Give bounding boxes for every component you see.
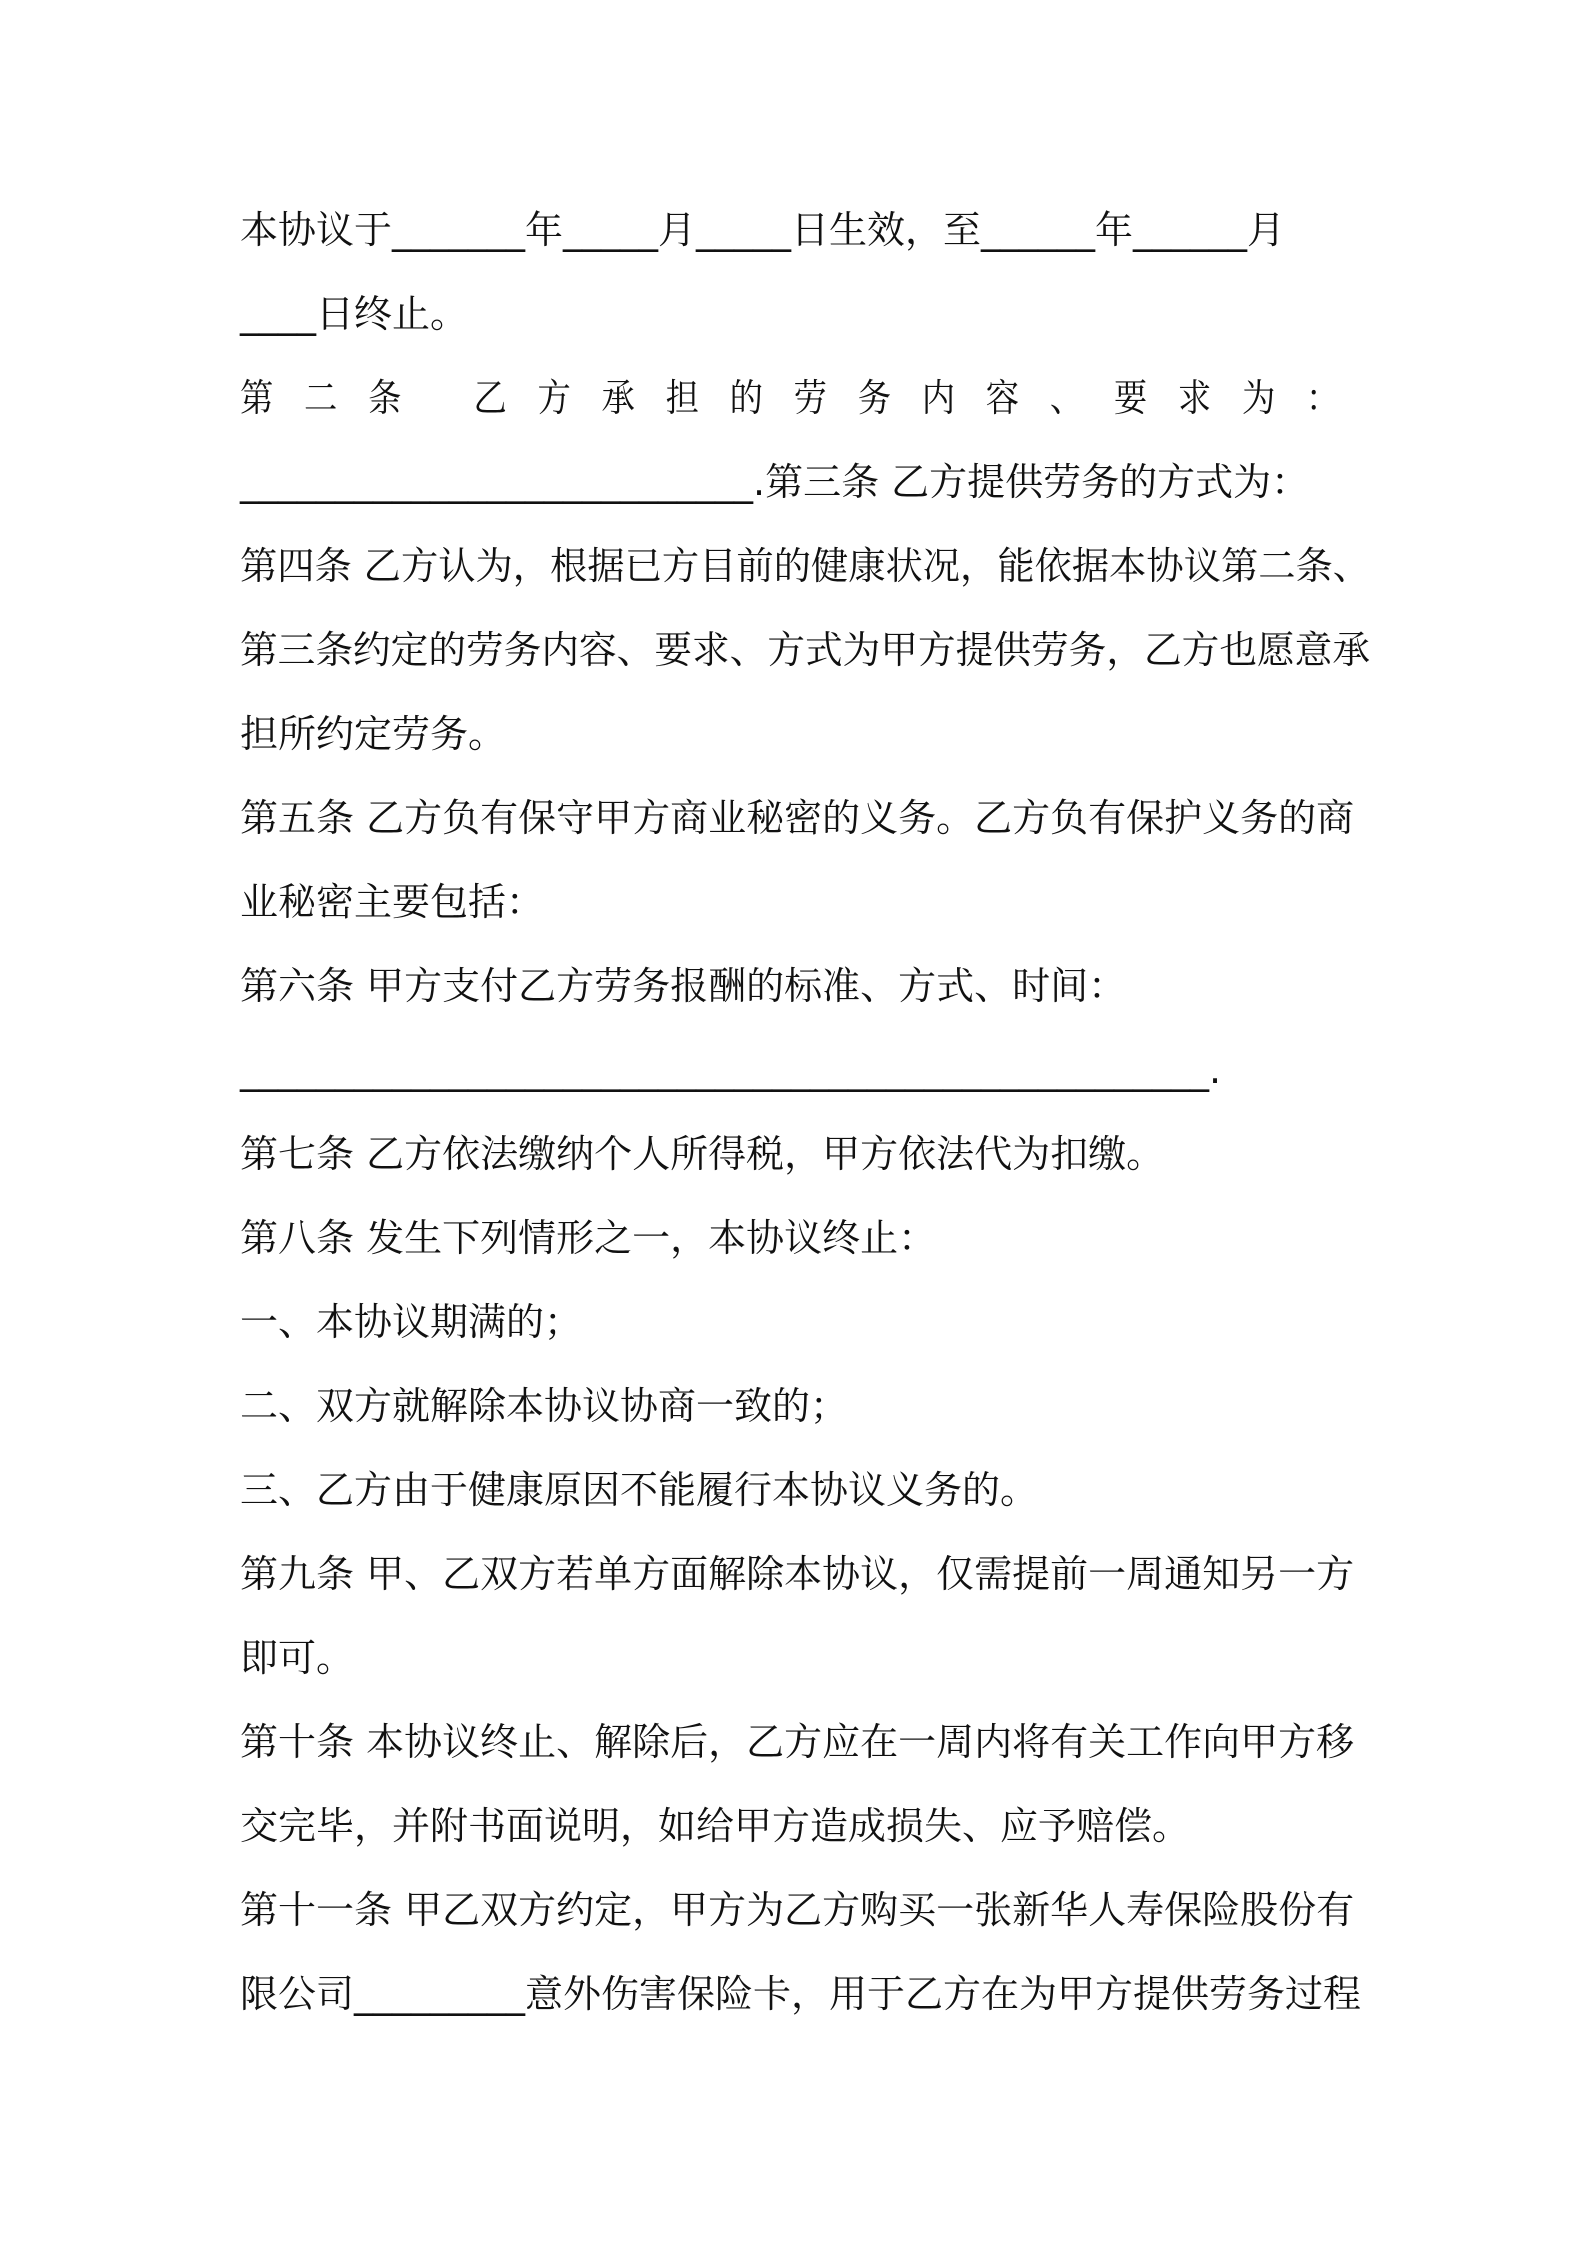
- text-line-article-9-b: 即可。: [240, 1636, 355, 1680]
- text-line-article-3: ___________________________.第三条 乙方提供劳务的方式为：: [240, 460, 1310, 504]
- text-line-article-2: 第二条 乙方承担的劳务内容、要求为：: [240, 376, 1371, 420]
- text-line-article-11-b: 限公司_________意外伤害保险卡，用于乙方在为甲方提供劳务过程: [240, 1972, 1362, 2016]
- text-line-article-4-c: 担所约定劳务。: [240, 712, 507, 756]
- text-line-article-8-item-3: 三、乙方由于健康原因不能履行本协议义务的。: [240, 1468, 1039, 1512]
- text-line-effective-date: 本协议于_______年_____月_____日生效，至______年______月: [240, 208, 1286, 252]
- text-line-article-10-a: 第十条 本协议终止、解除后，乙方应在一周内将有关工作向甲方移: [240, 1720, 1355, 1764]
- text-line-article-9-a: 第九条 甲、乙双方若单方面解除本协议，仅需提前一周通知另一方: [240, 1552, 1355, 1596]
- text-line-article-5-b: 业秘密主要包括：: [240, 880, 545, 924]
- text-line-article-7: 第七条 乙方依法缴纳个人所得税，甲方依法代为扣缴。: [240, 1132, 1165, 1176]
- text-line-article-4-b: 第三条约定的劳务内容、要求、方式为甲方提供劳务，乙方也愿意承: [240, 628, 1371, 672]
- text-line-article-11-a: 第十一条 甲乙双方约定，甲方为乙方购买一张新华人寿保险股份有: [240, 1888, 1355, 1932]
- text-line-article-8-item-1: 一、本协议期满的；: [240, 1300, 583, 1344]
- text-line-article-6-blank: ___________________________________________________.: [240, 1048, 1222, 1092]
- text-line-article-4-a: 第四条 乙方认为，根据已方目前的健康状况，能依据本协议第二条、: [240, 544, 1371, 588]
- text-line-article-8: 第八条 发生下列情形之一，本协议终止：: [240, 1216, 937, 1260]
- text-line-article-10-b: 交完毕，并附书面说明，如给甲方造成损失、应予赔偿。: [240, 1804, 1191, 1848]
- text-line-termination-date: ____日终止。: [240, 292, 469, 336]
- text-line-article-8-item-2: 二、双方就解除本协议协商一致的；: [240, 1384, 849, 1428]
- text-line-article-6: 第六条 甲方支付乙方劳务报酬的标准、方式、时间：: [240, 964, 1127, 1008]
- text-line-article-5-a: 第五条 乙方负有保守甲方商业秘密的义务。乙方负有保护义务的商: [240, 796, 1355, 840]
